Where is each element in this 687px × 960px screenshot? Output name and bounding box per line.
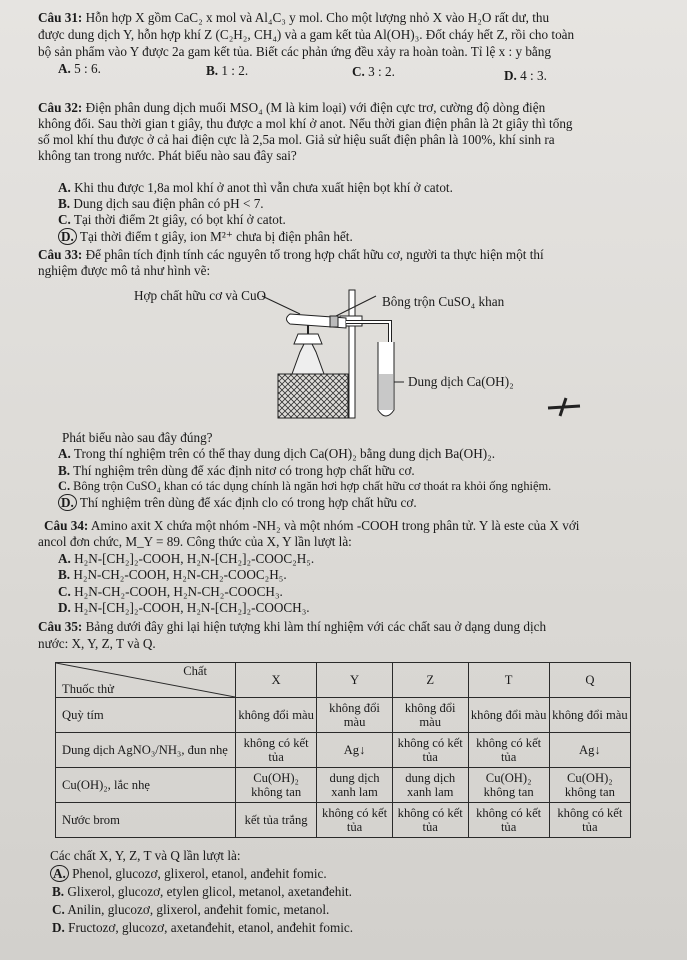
q31-line1 [38,10,549,26]
table-cell: không đổi màu [392,698,468,733]
table-cell: không đổi màu [236,698,317,733]
table-cell: kết tủa trắng [236,803,317,838]
stand-base [278,374,348,418]
table-row [56,768,631,803]
q34-option-d[interactable]: D. H₂N-[CH₂]₂-COOH, H₂N-[CH₂]₂-COOCH₃. [58,600,310,615]
table-cell: không có kết tủa [468,733,549,768]
table-cell: không có kết tủa [468,803,549,838]
table-cell: dung dịch xanh lam [392,768,468,803]
pointer-left [262,296,300,314]
reagent-table [55,662,631,838]
table-cell-reagent: Nước brom [56,803,236,838]
table-cell: Cu(OH)₂ không tan [468,768,549,803]
q32-label: Câu 32: [38,100,83,115]
q33-line1: Câu 33: Để phân tích định tính các nguyên tố trong hợp chất hữu cơ, người ta thực hiện một thí [38,247,544,262]
table-cell: không có kết tủa [236,733,317,768]
burner [292,344,324,374]
q33-line2: nghiệm được mô tả như hình vẽ: [38,263,211,278]
q35-option-b[interactable]: B. Glixerol, glucozơ, etylen glicol, metanol, axetanđehit. [52,884,352,899]
q33-label: Câu 33: [38,247,83,262]
q31-option-b[interactable]: B. 1 : 2. [206,63,249,78]
table-cell: Cu(OH)₂ không tan [549,768,630,803]
table-cell: Ag↓ [549,733,630,768]
table-header: X [236,663,317,698]
q32-option-a[interactable]: A. Khi thu được 1,8a mol khí ở anot thì vẫn chưa xuất hiện bọt khí ở catot. [58,180,453,195]
table-header: Y [317,663,393,698]
table-cell-reagent: Quỳ tím [56,698,236,733]
q32-line4: không tan trong nước. Phát biểu nào sau đây sai? [38,148,297,163]
table-header-row [56,663,631,698]
q34-line1: Câu 34: Amino axit X chứa một nhóm -NH₂ và một nhóm -COOH trong phân tử. Y là este của X với [44,518,580,533]
q33-option-c[interactable]: C. Bông trộn CuSO₄ khan có tác dụng chính là ngăn hơi hợp chất hữu cơ thoát ra khỏi ống nghiệm. [58,479,552,493]
diagram-label-cotton: Bông trộn CuSO₄ khan [382,294,505,309]
q33-question: Phát biểu nào sau đây đúng? [62,430,213,445]
q31-option-c[interactable]: C. 3 : 2. [352,64,395,79]
table-cell-reagent: Dung dịch AgNO₃/NH₃, đun nhẹ [56,733,236,768]
q32-option-b[interactable]: B. Dung dịch sau điện phân có pH < 7. [58,196,264,211]
corner-substance-label: Chất [183,664,207,678]
q31-label: Câu 31: [38,10,83,25]
cuso4-cotton [330,316,338,327]
table-cell-reagent: Cu(OH)₂, lắc nhẹ [56,768,236,803]
table-cell: không đổi màu [317,698,393,733]
q31-text-1: Hỗn hợp X gồm CaC₂ x mol và Al₄C₃ y mol. Cho một lượng nhỏ X vào H₂O rất dư, thu [85,10,550,25]
diagram-label-compound: Hợp chất hữu cơ và CuO [134,288,267,303]
corner-reagent-label: Thuốc thử [62,682,114,696]
q35-question: Các chất X, Y, Z, T và Q lần lượt là: [50,848,241,863]
q35-option-c[interactable]: C. Anilin, glucozơ, glixerol, anđehit fomic, metanol. [52,902,330,917]
table-row [56,698,631,733]
q33-option-d[interactable]: D. Thí nghiệm trên dùng để xác định clo có trong hợp chất hữu cơ. [58,495,417,511]
table-header: Z [392,663,468,698]
q35-line2: nước: X, Y, Z, T và Q. [38,636,156,651]
q35-label: Câu 35: [38,619,83,634]
table-corner-cell [56,663,236,698]
q32-line2: không đổi. Sau thời gian t giây, thu được a mol khí ở anot. Nếu thời gian điện phân là 2t giây thì tổng [38,116,573,131]
experiment-diagram [0,282,687,432]
table-cell: Ag↓ [317,733,393,768]
diagram-label-solution: Dung dịch Ca(OH)₂ [408,374,514,389]
q35-option-d[interactable]: D. Fructozơ, glucozơ, axetanđehit, etanol, anđehit fomic. [52,920,354,935]
q32-line1: Câu 32: Điện phân dung dịch muối MSO₄ (M là kim loại) với điện cực trơ, cường độ dòng điện [38,100,546,115]
table-cell: không có kết tủa [392,733,468,768]
table-cell: dung dịch xanh lam [317,768,393,803]
q32-line3: số mol khí thu được ở cả hai điện cực là 2,5a mol. Giả sử hiệu suất điện phân là 100%, khí sinh ra [38,132,555,147]
q31-line2: được dung dịch Y, hỗn hợp khí Z (C₂H₂, CH₄) và a gam kết tủa Al(OH)₃. Đốt cháy hết Z, rồi cho toàn [38,27,575,42]
table-row [56,803,631,838]
table-row [56,733,631,768]
q31-line3: bộ sản phẩm vào Y được 2a gam kết tủa. Biết các phản ứng đều xảy ra hoàn toàn. Tỉ lệ x : y bằng [38,44,551,59]
table-cell: không đổi màu [468,698,549,733]
q35-line1: Câu 35: Bảng dưới đây ghi lại hiện tượng khi làm thí nghiệm với các chất sau ở dạng dung dịch [38,619,547,634]
table-cell: không có kết tủa [317,803,393,838]
table-cell: không có kết tủa [392,803,468,838]
table-cell: Cu(OH)₂ không tan [236,768,317,803]
table-header: Q [549,663,630,698]
q34-option-b[interactable]: B. H₂N-CH₂-COOH, H₂N-CH₂-COOC₂H₅. [58,567,287,582]
q34-label: Câu 34: [44,518,89,533]
q33-option-b[interactable]: B. Thí nghiệm trên dùng để xác định nitơ có trong hợp chất hữu cơ. [58,463,415,478]
table-header: T [468,663,549,698]
q34-line2: ancol đơn chức, M_Y = 89. Công thức của X, Y lần lượt là: [38,534,352,549]
table-cell: không đổi màu [549,698,630,733]
q35-option-a[interactable]: A. Phenol, glucozơ, glixerol, etanol, anđehit fomic. [50,866,327,882]
apparatus-drawing [0,282,687,432]
q33-option-a[interactable]: A. Trong thí nghiệm trên có thể thay dung dịch Ca(OH)₂ bằng dung dịch Ba(OH)₂. [58,446,496,461]
table-cell: không có kết tủa [549,803,630,838]
q31-option-d[interactable]: D. 4 : 3. [504,68,547,83]
q32-option-c[interactable]: C. Tại thời điểm 2t giây, có bọt khí ở catot. [58,212,286,227]
q32-option-d[interactable]: D. Tại thời điểm t giây, ion M²⁺ chưa bị điện phân hết. [58,229,353,245]
q34-option-a[interactable]: A. H₂N-[CH₂]₂-COOH, H₂N-[CH₂]₂-COOC₂H₅. [58,551,315,566]
q34-option-c[interactable]: C. H₂N-CH₂-COOH, H₂N-CH₂-COOCH₃. [58,584,283,599]
q31-option-a[interactable]: A. 5 : 6. [58,61,101,76]
